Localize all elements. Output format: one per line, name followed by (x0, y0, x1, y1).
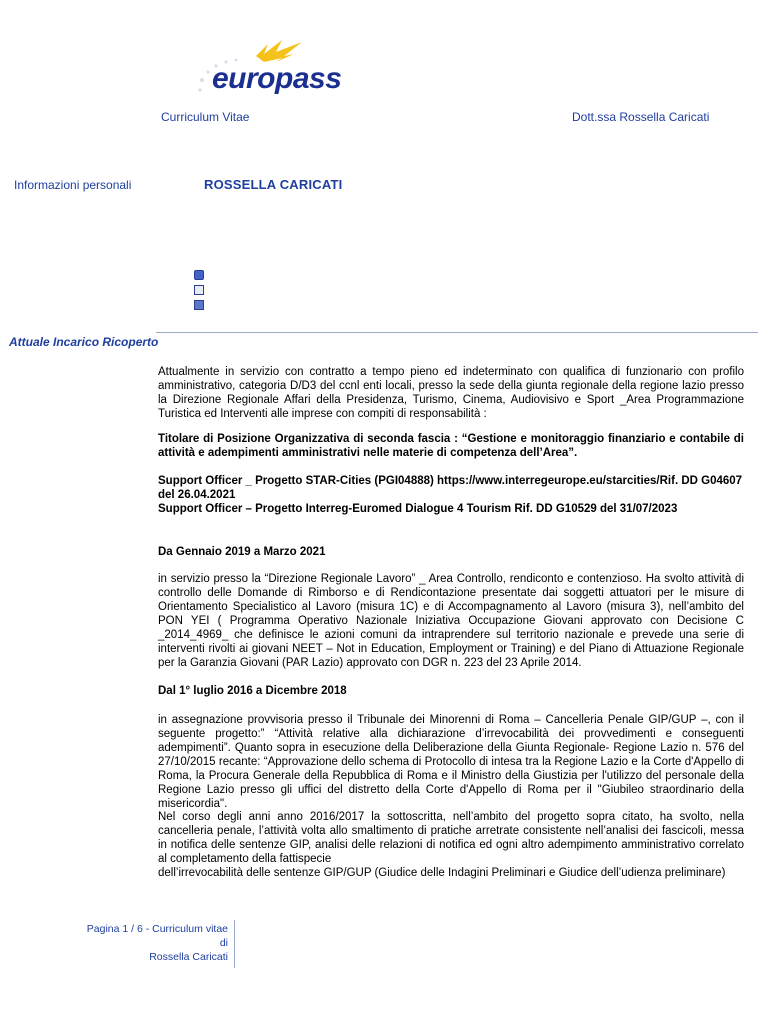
footer-line2: Rossella Caricati (149, 951, 228, 963)
header-author: Dott.ssa Rossella Caricati (572, 110, 710, 124)
exp2-text2-block (158, 810, 744, 880)
incarico-position: Titolare di Posizione Organizzativa di seconda fascia : “Gestione e monitoraggio finanziario e contabile di attività e adempimenti amministrativi nelle materie di competenza dell’Area”. (158, 433, 744, 459)
exp2-period: Dal 1° luglio 2016 a Dicembre 2018 (158, 685, 347, 697)
phone-icon (194, 285, 204, 295)
incarico-description: Attualmente in servizio con contratto a tempo pieno ed indeterminato con qualifica di funzionario con profilo amministrativo, categoria D/D3 del ccnl enti locali, presso la sede della giunta regionale della regione lazio presso la Direzione Regionale Affari della Presidenza, Turismo, Cinema, Audiovisivo e Sport _Area Programmazione Turistica ed Interventi alle imprese con compiti di responsabilità : (158, 366, 744, 420)
logo-text-euro: euro (212, 62, 276, 95)
address-icon (194, 270, 204, 280)
exp2-text3: dell’irrevocabilità delle sentenze GIP/GUP (Giudice delle Indagini Preliminari e Giudice dell’udienza preliminare) (158, 867, 726, 879)
exp1-period: Da Gennaio 2019 a Marzo 2021 (158, 546, 326, 558)
email-icon (194, 300, 204, 310)
exp2-text1: in assegnazione provvisoria presso il Tribunale dei Minorenni di Roma – Cancelleria Penale GIP/GUP –, con il seguente progetto:” “Attività relative alla dichiarazione d’irrevocabilità dei provvedimenti e conseguenti adempimenti”. Quanto sopra in esecuzione della Deliberazione della Giunta Regionale- Regione Lazio n. 576 del 27/10/2015 recante: “Approvazione dello schema di Protocollo di intesa tra la Regione Lazio e la Corte d'Appello di Roma, la Procura Generale della Repubblica di Roma e il Ministro della Giustizia per l'utilizzo del personale della Regione Lazio presso gli uffici del distretto della Corte d'Appello di Roma per il "Giubileo straordinario della misericordia". (158, 714, 744, 810)
footer-line1: Pagina 1 / 6 - Curriculum vitae di (86, 923, 228, 949)
footer-divider (234, 920, 235, 968)
section-divider (156, 332, 758, 333)
project-star-cities: Support Officer _ Progetto STAR-Cities (PGI04888) https://www.interregeurope.eu/starcities/Rif. DD G04607 del 26.04.2021 (158, 475, 743, 501)
section-label-incarico: Attuale Incarico Ricoperto (9, 335, 159, 349)
page-footer (80, 922, 228, 964)
project-euromed: Support Officer – Progetto Interreg-Euromed Dialogue 4 Tourism Rif. DD G10529 del 31/07/2023 (158, 503, 678, 515)
logo-text-pass: pass (275, 62, 342, 95)
exp2-text2: Nel corso degli anni anno 2016/2017 la sottoscritta, nell’ambito del progetto sopra citato, ha svolto, nella cancelleria penale, l’attività volta allo smaltimento di pratiche arretrate consistente nell’analisi dei fascicoli, messa in notifica delle sentenze GIP, analisi delle relazioni di notifica ed ogni altro adempimento amministrativo correlato al completamento della fattispecie (158, 811, 744, 865)
europass-logo (190, 38, 360, 100)
section-label-personal: Informazioni personali (14, 178, 132, 192)
header-doc-type: Curriculum Vitae (161, 110, 250, 124)
incarico-projects (158, 474, 744, 516)
exp1-text: in servizio presso la “Direzione Regionale Lavoro” _ Area Controllo, rendiconto e contenzioso. Ha svolto attività di controllo delle Domande di Rimborso e di Rendicontazione presentate dai soggetti attuatori per le misure di Orientamento Specialistico al Lavoro (misura 1C) e di Accompagnamento al Lavoro (misura 3), nell’ambito del PON YEI ( Programma Operativo Nazionale Iniziativa Occupazione Giovani approvato con Decisione C _2014_4969_ che definisce le azioni comuni da intraprendere sul territorio nazionale e prevede una serie di interventi rivolti ai giovani NEET – Not in Education, Employment or Training) e del Piano di Attuazione Regionale per la Garanzia Giovani (PAR Lazio) approvato con DGR n. 223 del 23 Aprile 2014. (158, 573, 744, 669)
person-name: ROSSELLA CARICATI (204, 177, 343, 192)
